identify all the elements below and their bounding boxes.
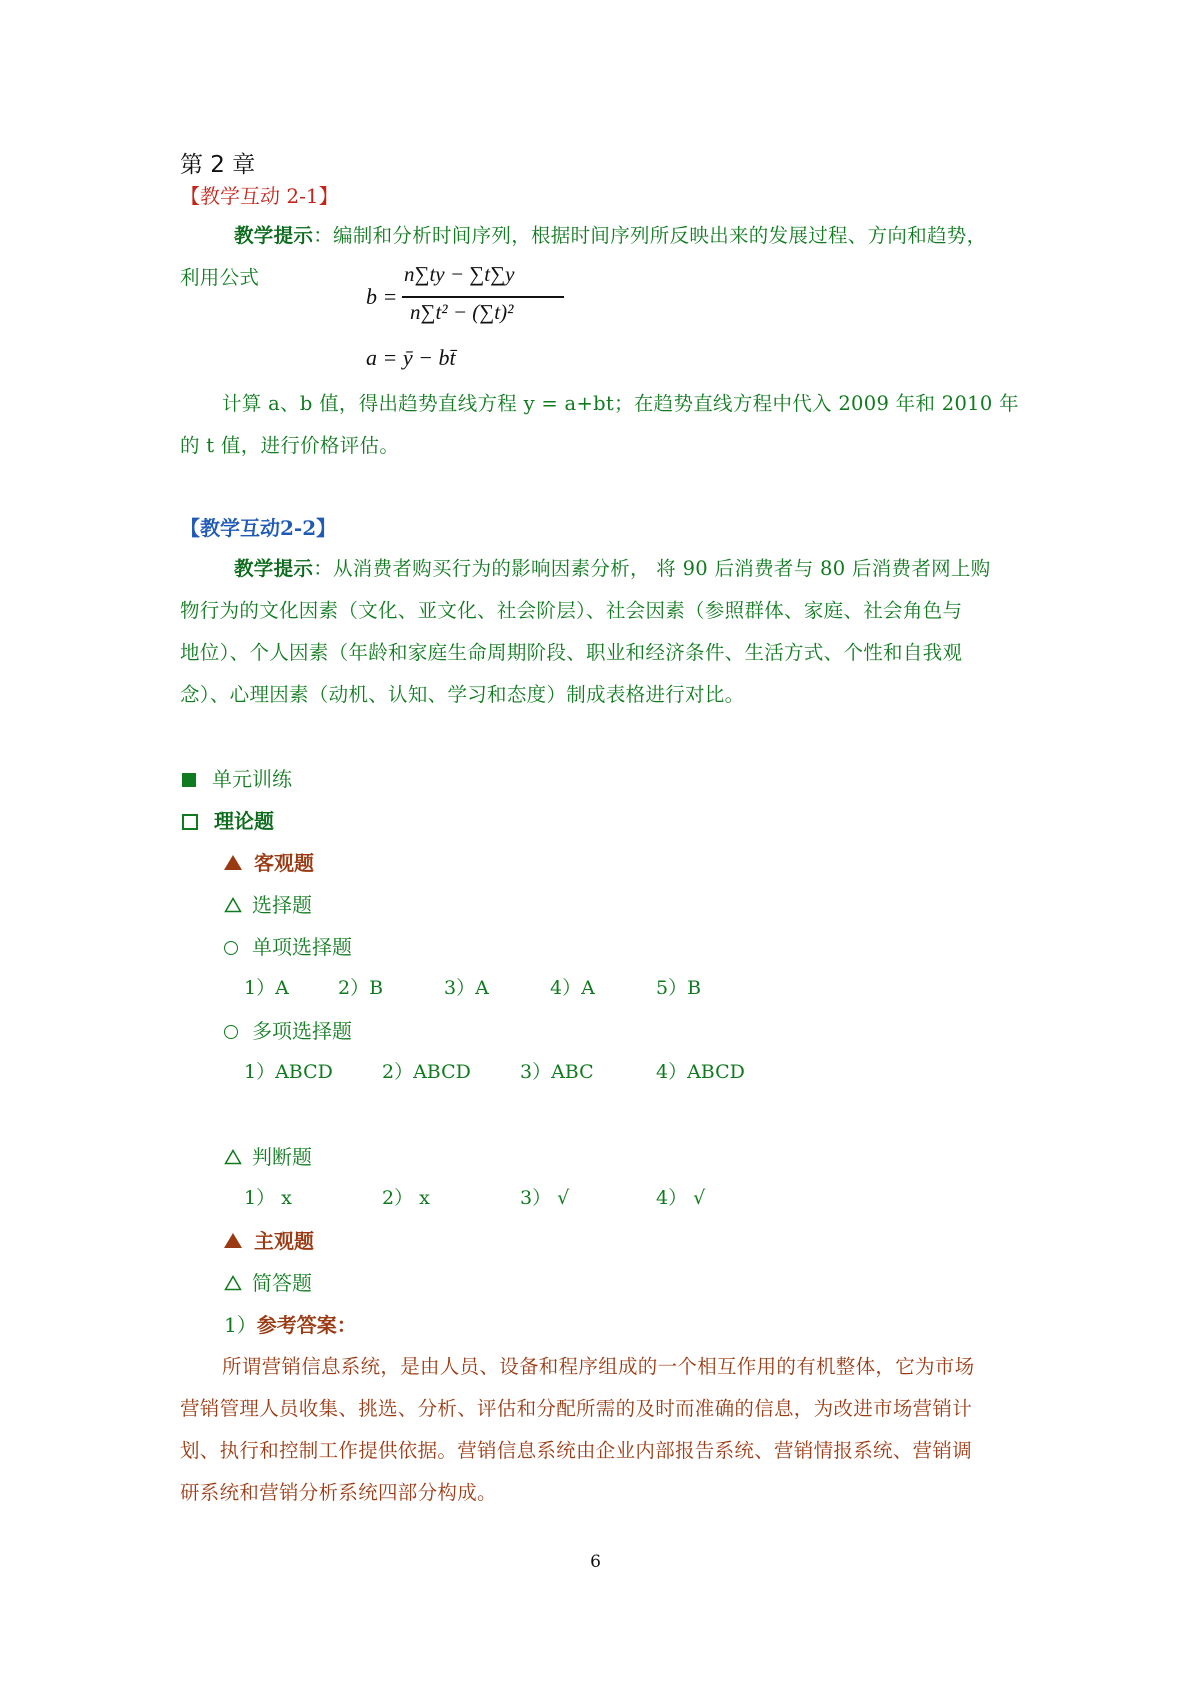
answer-item: 3）ABC	[520, 1061, 594, 1083]
answer-item: 3）A	[444, 977, 489, 999]
reference-answer-heading	[224, 1309, 357, 1338]
formula-denominator: n∑t² − (∑t)²	[410, 300, 514, 324]
answer-item: 3） √	[520, 1187, 570, 1209]
answer-item: 2）B	[338, 977, 384, 999]
choice-heading	[224, 889, 312, 918]
objective-label: 客观题	[254, 851, 314, 875]
chapter-title: 第 2 章	[180, 152, 256, 178]
page-number: 6	[590, 1552, 601, 1572]
answer-item: 4）ABCD	[656, 1061, 745, 1083]
choice-label: 选择题	[252, 893, 312, 917]
fraction-bar	[402, 296, 564, 298]
tip-label: 教学提示	[234, 224, 314, 247]
tip-text: ：编制和分析时间序列，根据时间序列所反映出来的发展过程、方向和趋势，	[313, 224, 987, 247]
theory-heading	[182, 805, 274, 834]
single-choice-heading	[224, 931, 352, 960]
interaction-2-1-tip	[234, 220, 986, 248]
short-answer-label: 简答题	[252, 1271, 312, 1295]
empty-square-icon	[182, 814, 198, 830]
tip-text: ：从消费者购买行为的影响因素分析， 将 90 后消费者与 80 后消费者网上购	[313, 557, 991, 580]
unit-training-heading	[182, 763, 292, 792]
ref-number: 1）	[224, 1313, 257, 1337]
unit-training-label: 单元训练	[212, 767, 292, 791]
interaction-2-2-line2: 物行为的文化因素（文化、亚文化、社会阶层）、社会因素（参照群体、家庭、社会角色与	[180, 599, 963, 622]
answer-line-4: 研系统和营销分析系统四部分构成。	[180, 1481, 497, 1504]
filled-triangle-icon	[224, 1233, 242, 1248]
formula-a: a = ȳ − bt̄	[366, 345, 456, 370]
empty-triangle-icon	[224, 897, 242, 913]
ref-label: 参考答案：	[256, 1313, 357, 1337]
single-choice-label: 单项选择题	[252, 935, 352, 959]
interaction-2-1-para-line2: 的 t 值，进行价格评估。	[180, 434, 400, 457]
answer-item: 1）A	[244, 977, 289, 999]
circle-icon	[224, 1025, 238, 1039]
formula-intro: 利用公式	[180, 266, 260, 289]
tip-label: 教学提示	[234, 557, 314, 580]
answer-line-3: 划、执行和控制工作提供依据。营销信息系统由企业内部报告系统、营销情报系统、营销调	[180, 1439, 973, 1462]
subjective-heading	[224, 1225, 314, 1254]
subjective-label: 主观题	[254, 1229, 314, 1253]
interaction-2-2-heading: 【教学互动2-2】	[180, 516, 337, 540]
answer-item: 2）ABCD	[382, 1061, 471, 1083]
interaction-2-2-line3: 地位）、个人因素（年龄和家庭生命周期阶段、职业和经济条件、生活方式、个性和自我观	[180, 641, 963, 664]
judge-heading	[224, 1141, 312, 1170]
interaction-2-2-line4: 念）、心理因素（动机、认知、学习和态度）制成表格进行对比。	[180, 683, 745, 706]
interaction-2-1-para-line1: 计算 a、b 值，得出趋势直线方程 y = a+bt；在趋势直线方程中代入 2009 年和 2010 年	[222, 392, 1019, 415]
judge-label: 判断题	[252, 1145, 312, 1169]
empty-triangle-icon	[224, 1149, 242, 1165]
filled-triangle-icon	[224, 855, 242, 870]
answer-item: 4） √	[656, 1187, 706, 1209]
objective-heading	[224, 847, 314, 876]
empty-triangle-icon	[224, 1275, 242, 1291]
circle-icon	[224, 941, 238, 955]
formula-b-lhs: b =	[366, 284, 398, 309]
interaction-2-2-tip	[234, 553, 991, 581]
formula-numerator: n∑ty − ∑t∑y	[404, 262, 515, 286]
answer-item: 2） x	[382, 1187, 430, 1209]
answer-item: 1）ABCD	[244, 1061, 333, 1083]
answer-line-2: 营销管理人员收集、挑选、分析、评估和分配所需的及时而准确的信息，为改进市场营销计	[180, 1397, 973, 1420]
answer-item: 4）A	[550, 977, 595, 999]
multi-choice-heading	[224, 1015, 352, 1044]
filled-square-icon	[182, 773, 196, 787]
answer-item: 5）B	[656, 977, 702, 999]
answer-item: 1） x	[244, 1187, 292, 1209]
interaction-2-1-heading: 【教学互动 2-1】	[180, 184, 339, 208]
short-answer-heading	[224, 1267, 312, 1296]
theory-label: 理论题	[214, 809, 274, 833]
multi-choice-label: 多项选择题	[252, 1019, 352, 1043]
answer-line-1: 所谓营销信息系统，是由人员、设备和程序组成的一个相互作用的有机整体，它为市场	[222, 1355, 975, 1378]
